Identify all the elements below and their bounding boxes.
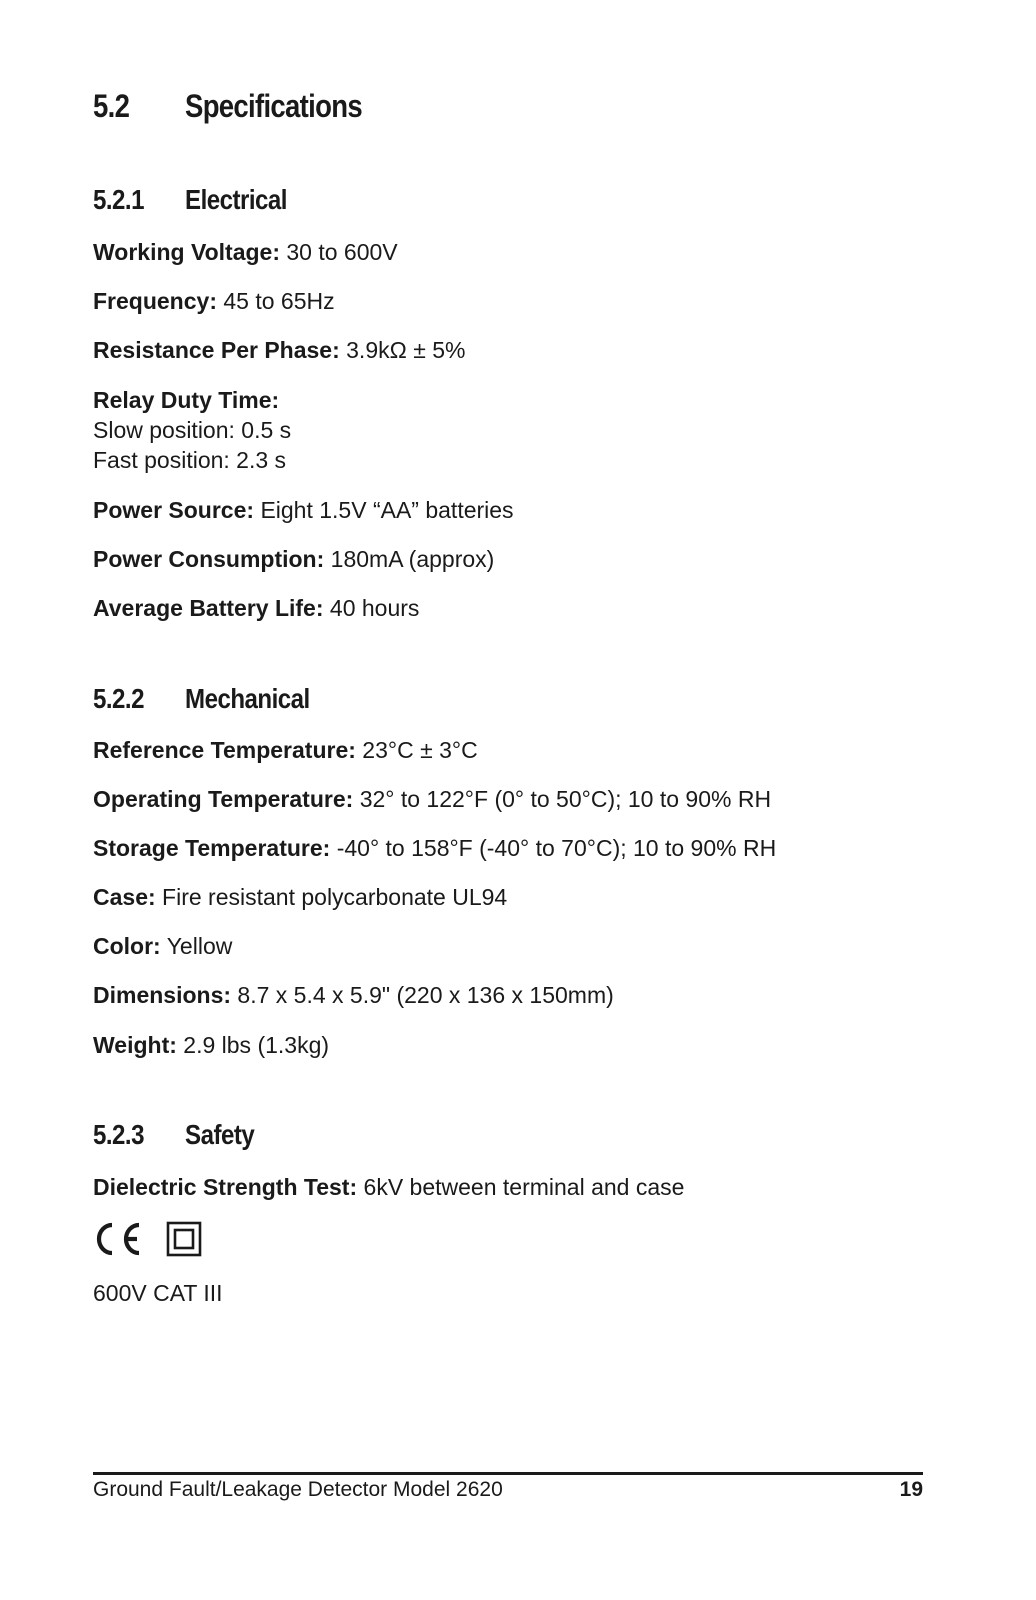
spec-value: 23°C ± 3°C [362, 737, 478, 763]
spec-label: Dielectric Strength Test: [93, 1174, 358, 1200]
spec-label: Color: [93, 933, 161, 959]
subsection-title: Mechanical [185, 683, 310, 714]
spec-label: Storage Temperature: [93, 835, 331, 861]
section-heading [93, 88, 362, 125]
section-number: 5.2 [93, 88, 130, 124]
spec-label: Case: [93, 884, 156, 910]
footer-rule [93, 1472, 923, 1475]
spec-reference-temperature [93, 735, 478, 765]
spec-resistance-per-phase [93, 335, 465, 365]
spec-frequency [93, 286, 335, 316]
certification-marks [93, 1219, 213, 1259]
spec-label: Dimensions: [93, 982, 232, 1008]
spec-label: Weight: [93, 1032, 177, 1058]
subsection-title: Safety [185, 1119, 255, 1150]
spec-value: Yellow [166, 933, 233, 959]
spec-weight [93, 1030, 329, 1060]
spec-value: 6kV between terminal and case [363, 1174, 685, 1200]
spec-label: Average Battery Life: [93, 595, 324, 621]
spec-value: Fire resistant polycarbonate UL94 [162, 884, 508, 910]
spec-color [93, 931, 232, 961]
subsection-number: 5.2.2 [93, 683, 144, 714]
spec-label: Power Source: [93, 497, 255, 523]
spec-dimensions [93, 980, 614, 1010]
spec-label: Resistance Per Phase: [93, 337, 340, 363]
page-number: 19 [899, 1478, 923, 1501]
section-title: Specifications [185, 88, 362, 124]
spec-label: Frequency: [93, 288, 217, 314]
spec-average-battery-life [93, 593, 419, 623]
spec-value: 30 to 600V [286, 239, 398, 265]
spec-dielectric-strength-test [93, 1172, 684, 1202]
spec-power-source [93, 495, 514, 525]
subsection-number: 5.2.3 [93, 1119, 144, 1150]
spec-relay-duty-time [93, 385, 291, 475]
spec-label: Working Voltage: [93, 239, 280, 265]
double-insulation-icon [168, 1223, 200, 1255]
spec-storage-temperature [93, 833, 776, 863]
spec-value: 8.7 x 5.4 x 5.9" (220 x 136 x 150mm) [237, 982, 614, 1008]
subsection-heading-electrical [93, 184, 287, 216]
category-rating-text: 600V CAT III [93, 1280, 223, 1306]
relay-fast-position: Fast position: 2.3 s [93, 447, 287, 473]
spec-value: 2.9 lbs (1.3kg) [183, 1032, 330, 1058]
spec-value: 180mA (approx) [330, 546, 495, 572]
spec-label: Relay Duty Time: [93, 387, 280, 413]
spec-value: Eight 1.5V “AA” batteries [260, 497, 514, 523]
ce-mark-icon [99, 1225, 139, 1253]
spec-label: Reference Temperature: [93, 737, 356, 763]
subsection-heading-safety [93, 1119, 254, 1151]
spec-value: 3.9kΩ ± 5% [346, 337, 466, 363]
subsection-title: Electrical [185, 184, 287, 215]
spec-working-voltage [93, 237, 398, 267]
footer-title: Ground Fault/Leakage Detector Model 2620 [93, 1478, 503, 1501]
spec-power-consumption [93, 544, 494, 574]
spec-value: 32° to 122°F (0° to 50°C); 10 to 90% RH [359, 786, 772, 812]
subsection-heading-mechanical [93, 683, 310, 715]
relay-slow-position: Slow position: 0.5 s [93, 417, 292, 443]
spec-label: Operating Temperature: [93, 786, 354, 812]
spec-case [93, 882, 507, 912]
spec-label: Power Consumption: [93, 546, 325, 572]
category-rating [93, 1278, 223, 1308]
spec-operating-temperature [93, 784, 771, 814]
spec-value: 40 hours [329, 595, 420, 621]
spec-value: -40° to 158°F (-40° to 70°C); 10 to 90% RH [336, 835, 777, 861]
spec-value: 45 to 65Hz [223, 288, 335, 314]
subsection-number: 5.2.1 [93, 184, 144, 215]
